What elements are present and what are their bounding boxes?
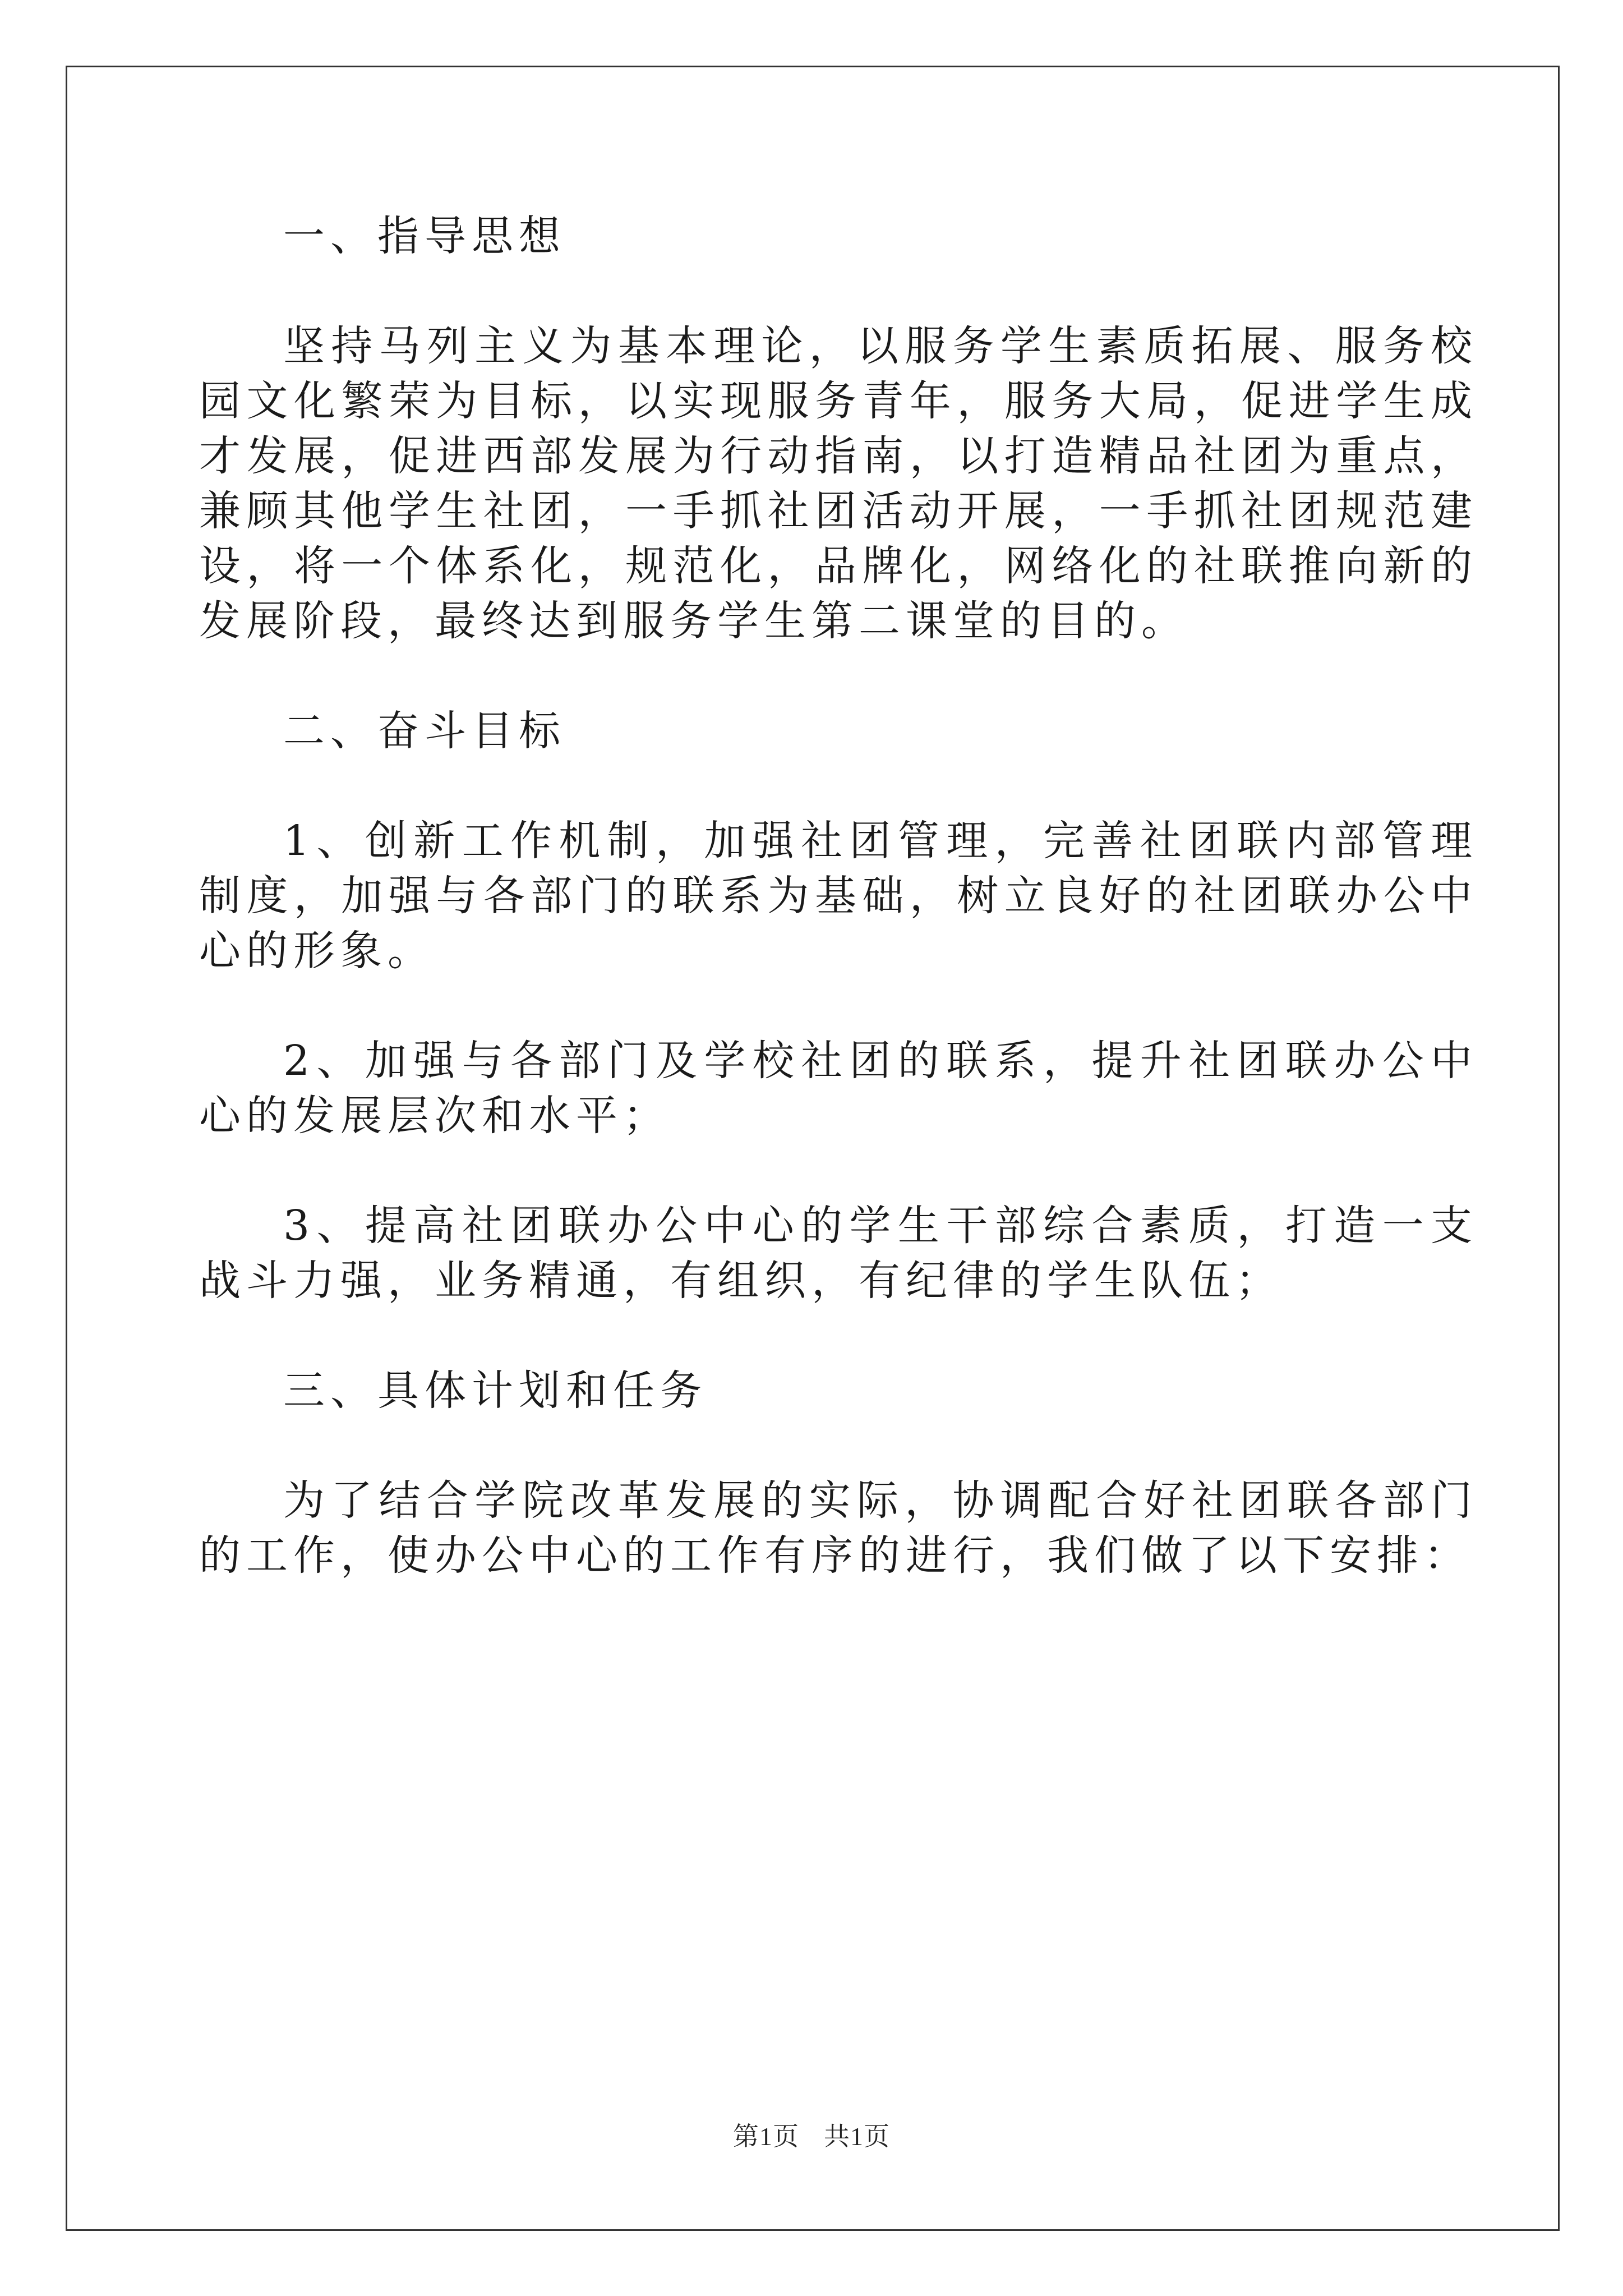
paragraph-goal-1: 1、创新工作机制，加强社团管理，完善社团联内部管理制度，加强与各部门的联系为基础，树立良好的社团联办公中心的形象。 bbox=[199, 817, 1478, 975]
section-heading-guiding-ideology: 一、指导思想 bbox=[283, 212, 566, 260]
section-heading-goals: 二、奋斗目标 bbox=[283, 707, 566, 755]
paragraph-goal-2: 2、加强与各部门及学校社团的联系，提升社团联办公中心的发展层次和水平； bbox=[199, 1037, 1478, 1140]
document-body bbox=[199, 209, 1478, 1638]
paragraph-goal-3: 3、提高社团联办公中心的学生干部综合素质，打造一支战斗力强，业务精通，有组织，有纪律的学生队伍； bbox=[199, 1202, 1478, 1305]
page-footer bbox=[0, 2116, 1623, 2153]
paragraph-guiding-ideology: 坚持马列主义为基本理论，以服务学生素质拓展、服务校园文化繁荣为目标，以实现服务青年，服务大局，促进学生成才发展，促进西部发展为行动指南，以打造精品社团为重点，兼顾其他学生社团，一手抓社团活动开展，一手抓社团规范建设，将一个体系化，规范化，品牌化，网络化的社联推向新的发展阶段，最终达到服务学生第二课堂的目的。 bbox=[199, 322, 1478, 645]
page-number-total: 共1页 bbox=[824, 2122, 890, 2151]
section-heading-plans: 三、具体计划和任务 bbox=[283, 1366, 707, 1415]
page-number-current: 第1页 bbox=[733, 2122, 799, 2151]
paragraph-plans: 为了结合学院改革发展的实际，协调配合好社团联各部门的工作，使办公中心的工作有序的进行，我们做了以下安排： bbox=[199, 1476, 1478, 1580]
